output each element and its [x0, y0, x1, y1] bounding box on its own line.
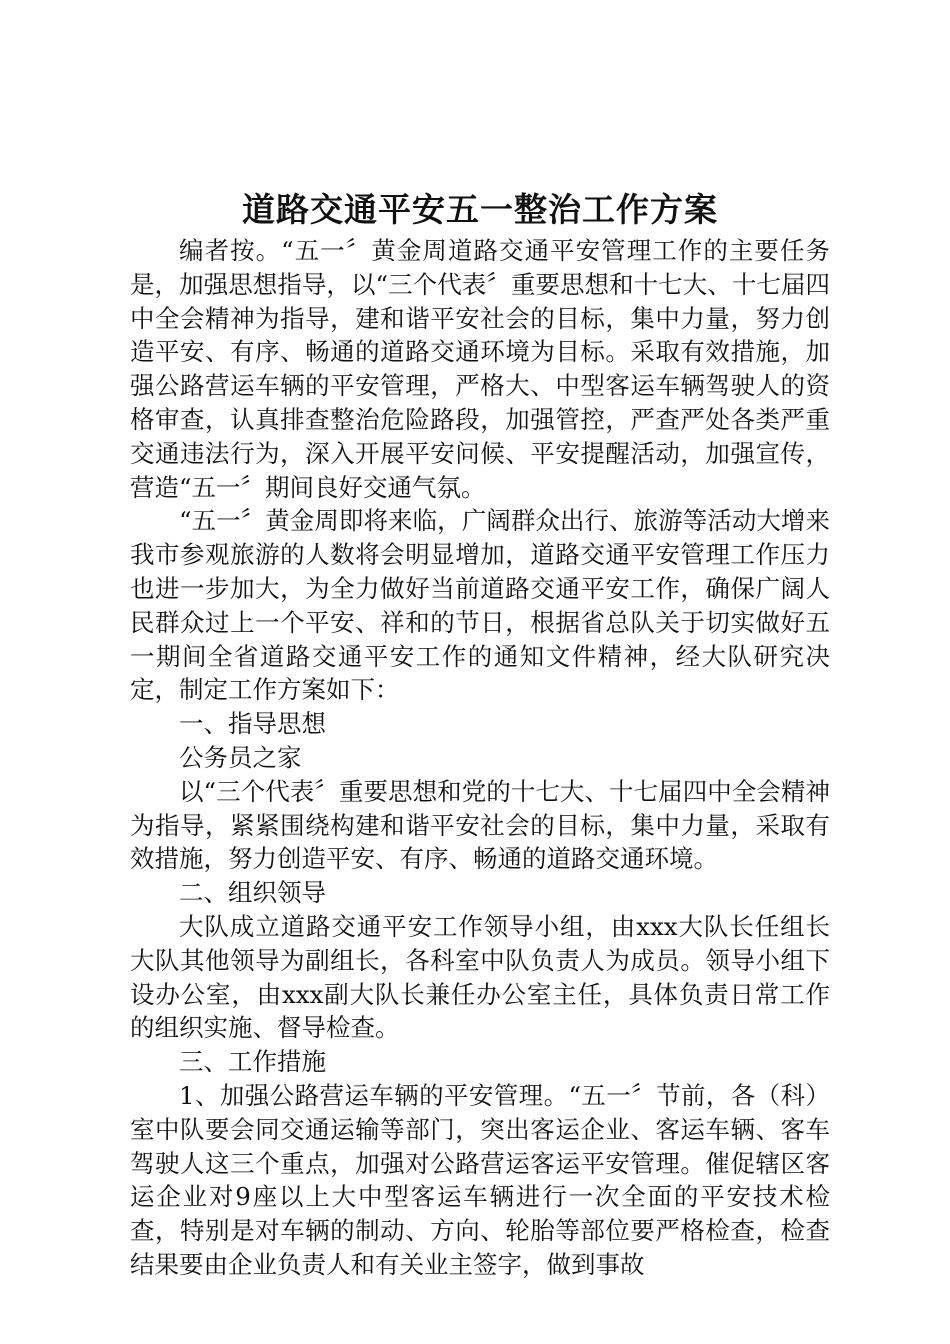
document-page — [130, 188, 830, 1282]
measure-1-paragraph: 1、加强公路营运车辆的平安管理。“五一〞节前，各（科）室中队要会同交通运输等部门，突出客运企业、客运车辆、客车驾驶人这三个重点，加强对公路营运客运平安管理。催促辖区客运企业对9座以上大中型客运车辆进行一次全面的平安技术检查，特别是对车辆的制动、方向、轮胎等部位要严格检查，检查结果要由企业负责人和有关业主签字，做到事故 — [130, 1080, 830, 1279]
section-heading-work-measures: 三、工作措施 — [179, 1047, 326, 1077]
source-label: 公务员之家 — [179, 742, 302, 772]
section-heading-organization: 二、组织领导 — [179, 878, 326, 908]
guiding-ideology-paragraph: 以“三个代表〞重要思想和党的十七大、十七届四中全会精神为指导，紧紧围绕构建和谐平安社会的目标，集中力量，采取有效措施，努力创造平安、有序、畅通的道路交通环境。 — [130, 776, 830, 874]
organization-paragraph: 大队成立道路交通平安工作领导小组，由xxx大队长任组长大队其他领导为副组长，各科室中队负责人为成员。领导小组下设办公室，由xxx副大队长兼任办公室主任，具体负责日常工作的组织实施、督导检查。 — [130, 911, 830, 1043]
document-title: 道路交通平安五一整治工作方案 — [242, 190, 718, 229]
editor-note-paragraph: 编者按。“五一〞黄金周道路交通平安管理工作的主要任务是，加强思想指导，以“三个代表〞重要思想和十七大、十七届四中全会精神为指导，建和谐平安社会的目标，集中力量，努力创造平安、有序、畅通的道路交通环境为目标。采取有效措施，加强公路营运车辆的平安管理，严格大、中型客运车辆驾驶人的资格审查，认真排查整治危险路段，加强管控，严查严处各类严重交通违法行为，深入开展平安问候、平安提醒活动，加强宣传，营造“五一〞期间良好交通气氛。 — [130, 236, 830, 502]
intro-paragraph: “五一〞黄金周即将来临，广阔群众出行、旅游等活动大增来我市参观旅游的人数将会明显增加，道路交通平安管理工作压力也进一步加大，为全力做好当前道路交通平安工作，确保广阔人民群众过上一个平安、祥和的节日，根据省总队关于切实做好五一期间全省道路交通平安工作的通知文件精神，经大队研究决定，制定工作方案如下： — [130, 506, 830, 705]
section-heading-guiding-ideology: 一、指导思想 — [179, 709, 326, 739]
